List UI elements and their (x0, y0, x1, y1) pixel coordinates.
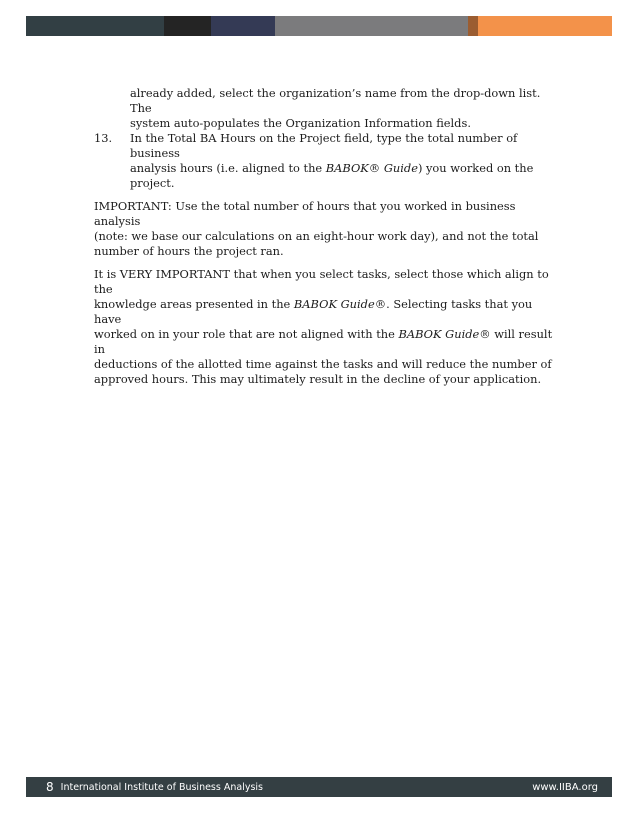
paragraph-line: IMPORTANT: Use the total number of hours that you worked in business analysis (94, 199, 516, 228)
very-important-paragraph (94, 267, 554, 387)
website-link[interactable]: www.IIBA.org (532, 781, 598, 793)
bar-segment-dark-slate (26, 16, 164, 36)
bar-segment-orange (478, 16, 612, 36)
text-run: ® will result in (94, 327, 553, 356)
babok-guide-title: BABOK® Guide (325, 161, 418, 175)
document-body (94, 86, 554, 387)
text-run: knowledge areas presented in the (94, 297, 294, 311)
step-number: 13. (94, 131, 113, 145)
paragraph-line (94, 297, 554, 327)
babok-guide-title: BABOK Guide (293, 297, 375, 311)
step-line: In the Total BA Hours on the Project field, type the total number of business (130, 131, 518, 160)
text-run: ) you worked on the project. (130, 161, 534, 190)
paragraph-line: number of hours the project ran. (94, 244, 284, 258)
bar-segment-navy (211, 16, 275, 36)
text-run: analysis hours (i.e. aligned to the (130, 161, 326, 175)
paragraph-line: deductions of the allotted time against the tasks and will reduce the number of (94, 357, 552, 371)
step-13 (94, 131, 554, 191)
step-line (130, 161, 554, 191)
footer-left (46, 780, 263, 794)
paragraph-line (94, 327, 554, 357)
continued-step-line: system auto-populates the Organization Information fields. (130, 116, 471, 130)
page-footer (26, 777, 612, 797)
important-paragraph (94, 199, 554, 259)
paragraph-line: approved hours. This may ultimately result in the decline of your application. (94, 372, 542, 386)
paragraph-line: (note: we base our calculations on an eight-hour work day), and not the total (94, 229, 539, 243)
bar-segment-brown (468, 16, 478, 36)
continued-step-line: already added, select the organization’s name from the drop-down list. The (130, 86, 541, 115)
bar-segment-black (164, 16, 211, 36)
page-number: 8 (46, 780, 54, 794)
babok-guide-title: BABOK Guide (398, 327, 480, 341)
text-run: ®. Selecting tasks that you have (94, 297, 533, 326)
step-text (130, 131, 554, 191)
organization-name: International Institute of Business Analysis (60, 781, 263, 793)
header-color-bar (26, 16, 612, 36)
paragraph-line: It is VERY IMPORTANT that when you select tasks, select those which align to the (94, 267, 549, 296)
bar-segment-gray (275, 16, 468, 36)
text-run: worked on in your role that are not aligned with the (94, 327, 399, 341)
